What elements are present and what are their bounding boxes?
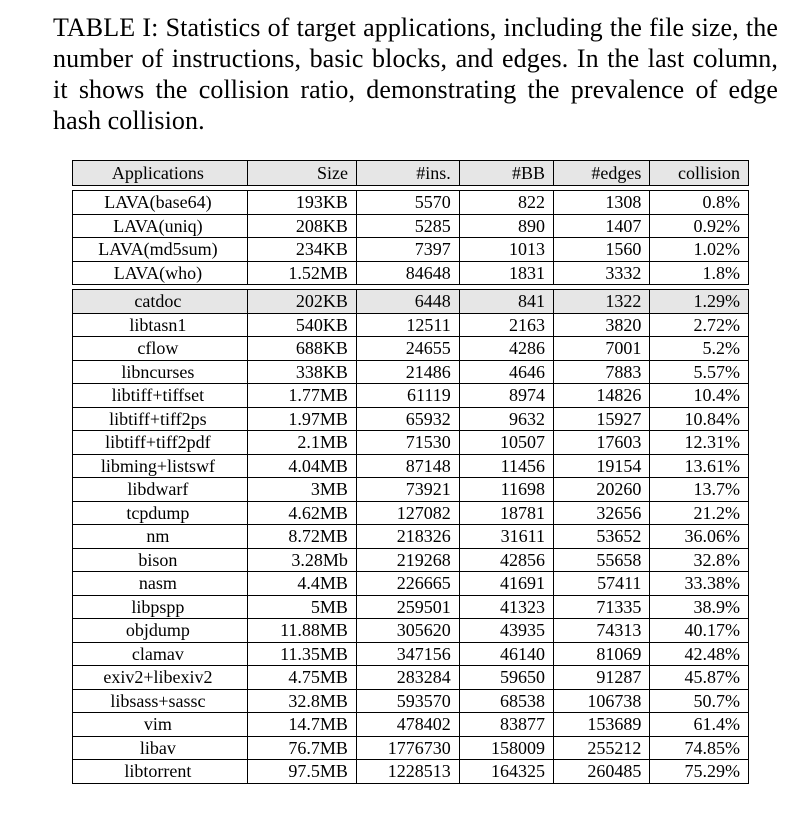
cell-instructions: 24655 — [356, 337, 459, 361]
statistics-table-container — [72, 160, 749, 784]
cell-size: 8.72MB — [247, 525, 356, 549]
cell-basic-blocks: 41691 — [459, 572, 553, 596]
cell-size: 3MB — [247, 478, 356, 502]
table-row — [73, 407, 749, 431]
cell-application: LAVA(who) — [73, 261, 248, 285]
cell-application: libtiff+tiff2ps — [73, 407, 248, 431]
cell-application: libtorrent — [73, 760, 248, 784]
cell-instructions: 71530 — [356, 431, 459, 455]
cell-basic-blocks: 43935 — [459, 619, 553, 643]
table-row — [73, 572, 749, 596]
cell-edges: 153689 — [554, 713, 650, 737]
cell-collision: 1.02% — [650, 238, 749, 262]
table-body — [73, 186, 749, 784]
cell-edges: 1322 — [554, 290, 650, 314]
cell-collision: 21.2% — [650, 501, 749, 525]
cell-basic-blocks: 841 — [459, 290, 553, 314]
cell-edges: 55658 — [554, 548, 650, 572]
header-edges: #edges — [554, 161, 650, 186]
cell-size: 208KB — [247, 214, 356, 238]
cell-application: LAVA(base64) — [73, 191, 248, 215]
cell-collision: 5.2% — [650, 337, 749, 361]
cell-collision: 1.29% — [650, 290, 749, 314]
cell-edges: 57411 — [554, 572, 650, 596]
cell-edges: 1308 — [554, 191, 650, 215]
cell-collision: 12.31% — [650, 431, 749, 455]
cell-size: 688KB — [247, 337, 356, 361]
cell-size: 3.28Mb — [247, 548, 356, 572]
cell-basic-blocks: 68538 — [459, 689, 553, 713]
table-row — [73, 478, 749, 502]
cell-basic-blocks: 4286 — [459, 337, 553, 361]
cell-size: 540KB — [247, 313, 356, 337]
cell-application: catdoc — [73, 290, 248, 314]
cell-instructions: 347156 — [356, 642, 459, 666]
cell-instructions: 127082 — [356, 501, 459, 525]
cell-instructions: 7397 — [356, 238, 459, 262]
cell-application: cflow — [73, 337, 248, 361]
cell-application: libtiff+tiff2pdf — [73, 431, 248, 455]
cell-size: 32.8MB — [247, 689, 356, 713]
header-collision: collision — [650, 161, 749, 186]
table-row — [73, 689, 749, 713]
cell-application: libncurses — [73, 360, 248, 384]
table-row — [73, 525, 749, 549]
cell-edges: 7001 — [554, 337, 650, 361]
cell-size: 14.7MB — [247, 713, 356, 737]
cell-basic-blocks: 11456 — [459, 454, 553, 478]
cell-collision: 0.92% — [650, 214, 749, 238]
table-row — [73, 548, 749, 572]
cell-basic-blocks: 42856 — [459, 548, 553, 572]
cell-instructions: 12511 — [356, 313, 459, 337]
cell-size: 2.1MB — [247, 431, 356, 455]
cell-basic-blocks: 2163 — [459, 313, 553, 337]
cell-collision: 10.84% — [650, 407, 749, 431]
table-row — [73, 290, 749, 314]
table-row — [73, 261, 749, 285]
cell-size: 5MB — [247, 595, 356, 619]
cell-basic-blocks: 41323 — [459, 595, 553, 619]
cell-basic-blocks: 1013 — [459, 238, 553, 262]
cell-edges: 91287 — [554, 666, 650, 690]
table-row — [73, 238, 749, 262]
header-row — [73, 161, 749, 186]
cell-size: 338KB — [247, 360, 356, 384]
cell-application: exiv2+libexiv2 — [73, 666, 248, 690]
cell-application: objdump — [73, 619, 248, 643]
cell-application: nasm — [73, 572, 248, 596]
cell-basic-blocks: 83877 — [459, 713, 553, 737]
cell-collision: 13.7% — [650, 478, 749, 502]
header-size: Size — [247, 161, 356, 186]
cell-basic-blocks: 4646 — [459, 360, 553, 384]
table-row — [73, 736, 749, 760]
cell-collision: 2.72% — [650, 313, 749, 337]
cell-basic-blocks: 11698 — [459, 478, 553, 502]
cell-collision: 61.4% — [650, 713, 749, 737]
table-row — [73, 619, 749, 643]
cell-size: 4.75MB — [247, 666, 356, 690]
cell-basic-blocks: 8974 — [459, 384, 553, 408]
cell-application: clamav — [73, 642, 248, 666]
cell-edges: 32656 — [554, 501, 650, 525]
cell-size: 193KB — [247, 191, 356, 215]
cell-instructions: 5285 — [356, 214, 459, 238]
cell-basic-blocks: 822 — [459, 191, 553, 215]
cell-basic-blocks: 164325 — [459, 760, 553, 784]
cell-edges: 7883 — [554, 360, 650, 384]
cell-collision: 50.7% — [650, 689, 749, 713]
cell-edges: 81069 — [554, 642, 650, 666]
cell-collision: 36.06% — [650, 525, 749, 549]
cell-instructions: 73921 — [356, 478, 459, 502]
cell-size: 4.62MB — [247, 501, 356, 525]
cell-application: nm — [73, 525, 248, 549]
cell-instructions: 219268 — [356, 548, 459, 572]
cell-size: 1.52MB — [247, 261, 356, 285]
table-row — [73, 595, 749, 619]
cell-edges: 53652 — [554, 525, 650, 549]
cell-edges: 255212 — [554, 736, 650, 760]
cell-application: vim — [73, 713, 248, 737]
cell-size: 202KB — [247, 290, 356, 314]
table-row — [73, 191, 749, 215]
table-row — [73, 454, 749, 478]
cell-instructions: 61119 — [356, 384, 459, 408]
cell-instructions: 226665 — [356, 572, 459, 596]
cell-application: libming+listswf — [73, 454, 248, 478]
cell-edges: 3332 — [554, 261, 650, 285]
cell-application: bison — [73, 548, 248, 572]
header-basic-blocks: #BB — [459, 161, 553, 186]
cell-collision: 1.8% — [650, 261, 749, 285]
table-row — [73, 760, 749, 784]
statistics-table — [72, 160, 749, 784]
table-row — [73, 713, 749, 737]
header-applications: Applications — [73, 161, 248, 186]
cell-application: libav — [73, 736, 248, 760]
cell-application: libsass+sassc — [73, 689, 248, 713]
cell-collision: 10.4% — [650, 384, 749, 408]
header-instructions: #ins. — [356, 161, 459, 186]
table-header — [73, 161, 749, 186]
cell-size: 76.7MB — [247, 736, 356, 760]
cell-size: 4.4MB — [247, 572, 356, 596]
cell-instructions: 593570 — [356, 689, 459, 713]
cell-edges: 3820 — [554, 313, 650, 337]
cell-basic-blocks: 31611 — [459, 525, 553, 549]
cell-size: 1.77MB — [247, 384, 356, 408]
cell-collision: 45.87% — [650, 666, 749, 690]
cell-edges: 74313 — [554, 619, 650, 643]
cell-application: libtiff+tiffset — [73, 384, 248, 408]
table-row — [73, 360, 749, 384]
cell-basic-blocks: 1831 — [459, 261, 553, 285]
cell-collision: 13.61% — [650, 454, 749, 478]
table-row — [73, 666, 749, 690]
table-row — [73, 214, 749, 238]
cell-basic-blocks: 18781 — [459, 501, 553, 525]
cell-collision: 0.8% — [650, 191, 749, 215]
cell-instructions: 5570 — [356, 191, 459, 215]
cell-basic-blocks: 10507 — [459, 431, 553, 455]
cell-collision: 32.8% — [650, 548, 749, 572]
cell-instructions: 218326 — [356, 525, 459, 549]
cell-size: 1.97MB — [247, 407, 356, 431]
cell-size: 4.04MB — [247, 454, 356, 478]
cell-application: libtasn1 — [73, 313, 248, 337]
cell-size: 11.88MB — [247, 619, 356, 643]
cell-instructions: 1776730 — [356, 736, 459, 760]
cell-edges: 1407 — [554, 214, 650, 238]
cell-collision: 42.48% — [650, 642, 749, 666]
cell-collision: 5.57% — [650, 360, 749, 384]
cell-edges: 106738 — [554, 689, 650, 713]
cell-edges: 15927 — [554, 407, 650, 431]
cell-instructions: 21486 — [356, 360, 459, 384]
cell-instructions: 6448 — [356, 290, 459, 314]
cell-instructions: 305620 — [356, 619, 459, 643]
cell-edges: 17603 — [554, 431, 650, 455]
table-row — [73, 431, 749, 455]
cell-collision: 40.17% — [650, 619, 749, 643]
cell-instructions: 87148 — [356, 454, 459, 478]
cell-size: 97.5MB — [247, 760, 356, 784]
cell-instructions: 1228513 — [356, 760, 459, 784]
cell-edges: 19154 — [554, 454, 650, 478]
cell-instructions: 478402 — [356, 713, 459, 737]
table-row — [73, 642, 749, 666]
table-caption: TABLE I: Statistics of target applications, including the file size, the number of instructions, basic blocks, and edges. In the last column, it shows the collision ratio, demonstrating the prevalence of edge hash collision. — [53, 13, 778, 135]
cell-collision: 75.29% — [650, 760, 749, 784]
cell-application: LAVA(uniq) — [73, 214, 248, 238]
table-row — [73, 384, 749, 408]
cell-basic-blocks: 158009 — [459, 736, 553, 760]
cell-edges: 1560 — [554, 238, 650, 262]
cell-size: 11.35MB — [247, 642, 356, 666]
cell-collision: 74.85% — [650, 736, 749, 760]
table-row — [73, 313, 749, 337]
cell-application: libpspp — [73, 595, 248, 619]
cell-edges: 20260 — [554, 478, 650, 502]
cell-collision: 33.38% — [650, 572, 749, 596]
cell-instructions: 84648 — [356, 261, 459, 285]
cell-edges: 71335 — [554, 595, 650, 619]
table-row — [73, 337, 749, 361]
table-row — [73, 501, 749, 525]
cell-edges: 14826 — [554, 384, 650, 408]
cell-edges: 260485 — [554, 760, 650, 784]
cell-size: 234KB — [247, 238, 356, 262]
cell-application: LAVA(md5sum) — [73, 238, 248, 262]
cell-basic-blocks: 59650 — [459, 666, 553, 690]
cell-basic-blocks: 890 — [459, 214, 553, 238]
cell-instructions: 283284 — [356, 666, 459, 690]
cell-basic-blocks: 9632 — [459, 407, 553, 431]
cell-application: tcpdump — [73, 501, 248, 525]
cell-basic-blocks: 46140 — [459, 642, 553, 666]
cell-collision: 38.9% — [650, 595, 749, 619]
cell-instructions: 65932 — [356, 407, 459, 431]
cell-application: libdwarf — [73, 478, 248, 502]
cell-instructions: 259501 — [356, 595, 459, 619]
